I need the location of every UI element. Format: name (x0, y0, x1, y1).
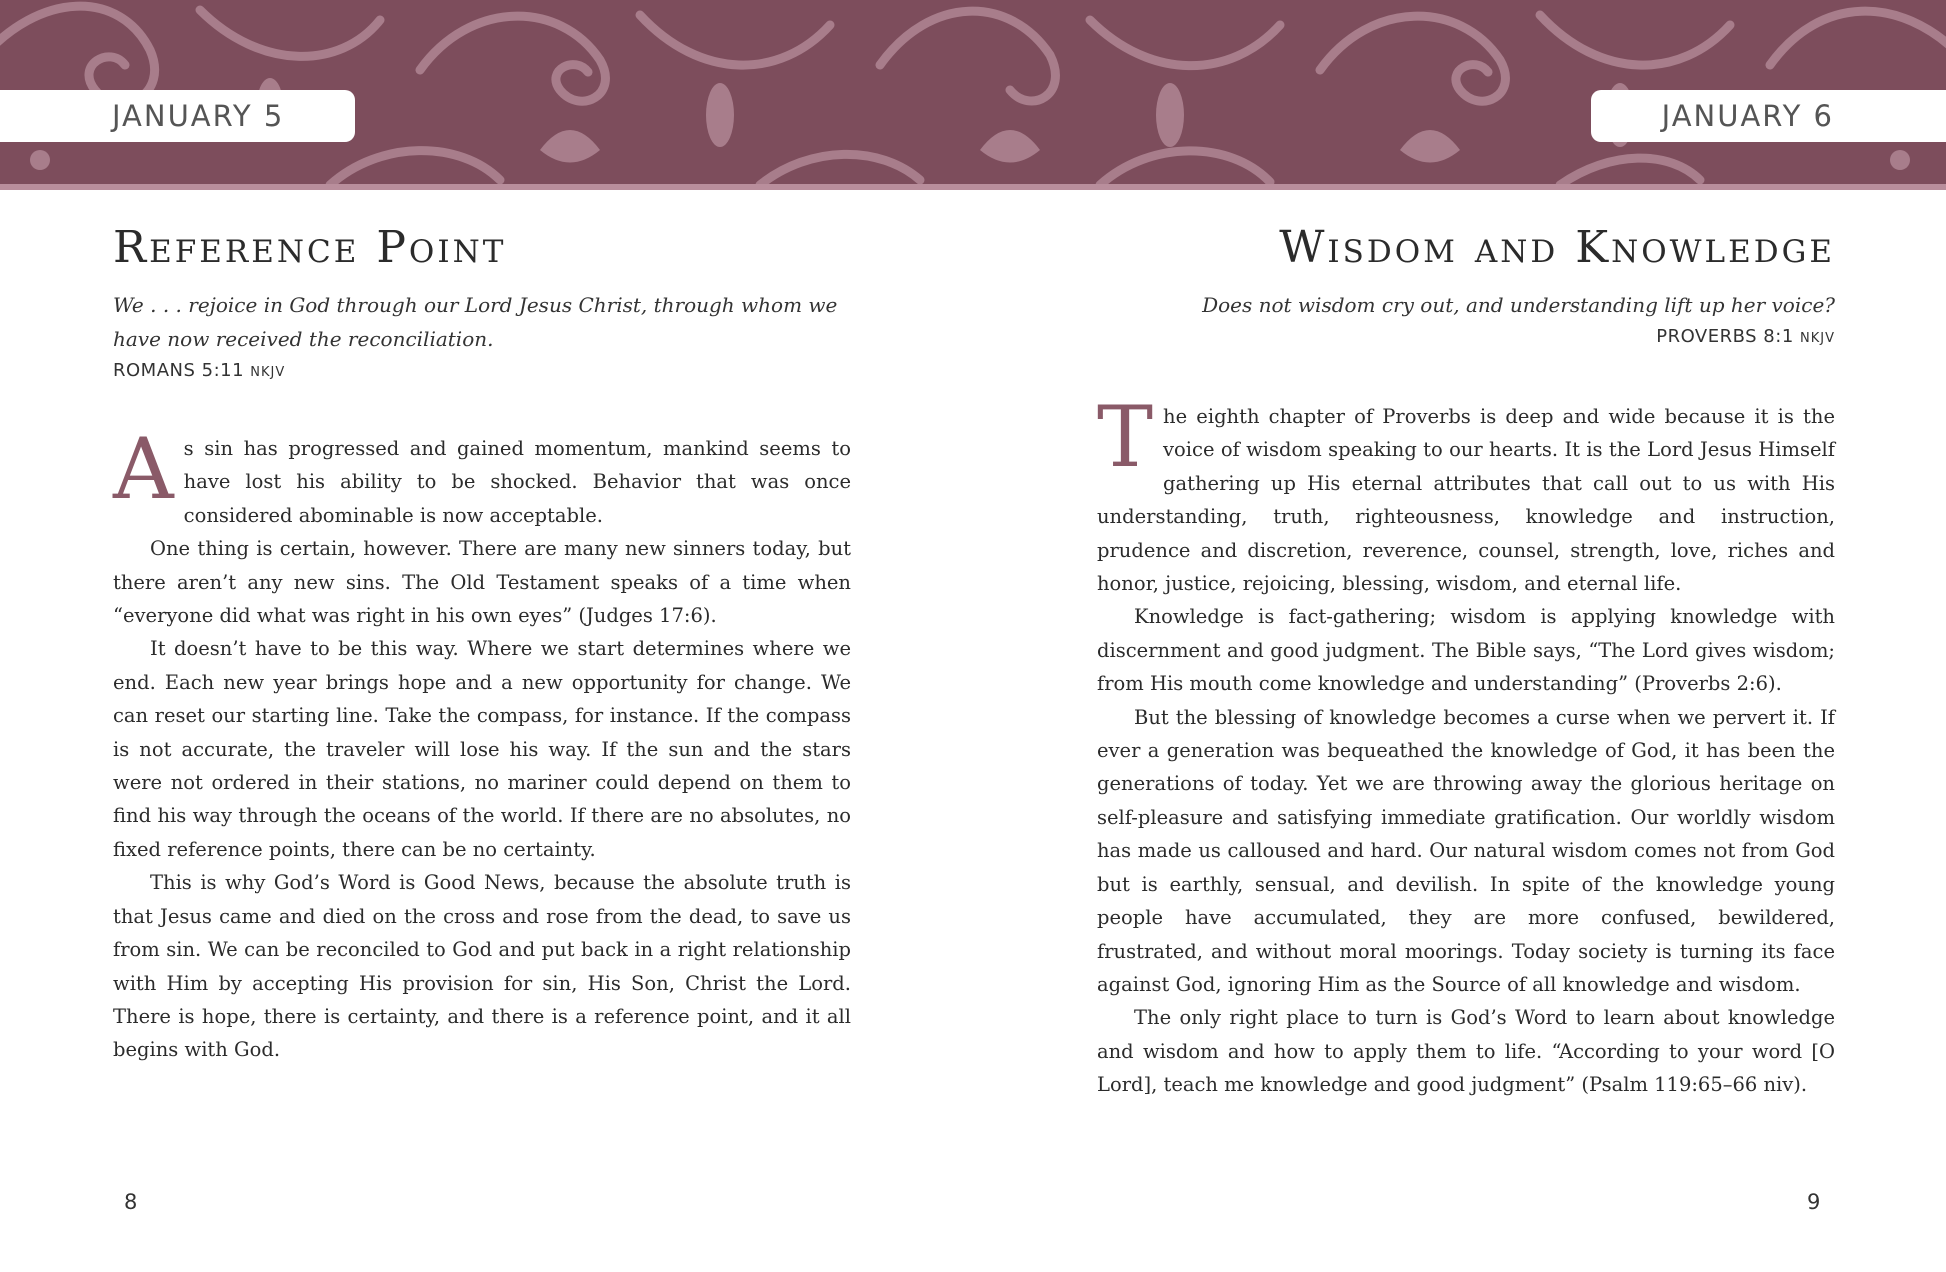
date-label-left: JANUARY 5 (0, 90, 355, 142)
paragraph (1097, 388, 1835, 600)
paragraph-text: s sin has progressed and gained momentum, mankind seems to have lost his ability to be shocked. Behavior that was once considered abominable is now acceptable. (183, 437, 851, 527)
paragraph-text: he eighth chapter of Proverbs is deep and wide because it is the voice of wisdom speaking to our hearts. It is the Lord Jesus Himself gathering up His eternal attributes that call out to us with His understanding, truth, righteousness, knowledge and instruction, prudence and discretion, reverence, counsel, strength, love, riches and honor, justice, rejoicing, blessing, wisdom, and eternal life. (1097, 405, 1835, 596)
reference-text: ROMANS 5:11 (113, 360, 245, 381)
paragraph: It doesn’t have to be this way. Where we start determines where we end. Each new year brings hope and a new opportunity for change. We can reset our starting line. Take the compass, for instance. If the compass is not accurate, the traveler will lose his way. If the sun and the stars were not ordered in their stations, no mariner could depend on them to find his way through the oceans of the world. If there are no absolutes, no fixed reference points, there can be no certainty. (113, 637, 851, 861)
verse-text: Does not wisdom cry out, and understanding lift up her voice? (1202, 293, 1835, 317)
paragraph: One thing is certain, however. There are many new sinners today, but there aren’t any new sins. The Old Testament speaks of a time when “everyone did what was right in his own eyes” (Judges 17:6). (113, 537, 851, 628)
version-label: NKJV (1800, 331, 1835, 346)
reference-text: PROVERBS 8:1 (1656, 326, 1794, 347)
banner-divider (0, 184, 1946, 190)
right-page (1097, 220, 1835, 1097)
version-label: NKJV (250, 365, 286, 380)
verse-text: We . . . rejoice in God through our Lord Jesus Christ, through whom we have now received the reconciliation. (113, 293, 838, 351)
verse-reference (113, 356, 851, 388)
page-title: Reference Point (113, 222, 507, 273)
drop-cap: A (113, 420, 174, 518)
devotional-body (113, 420, 851, 1067)
paragraph: But the blessing of knowledge becomes a curse when we pervert it. If ever a generation was bequeathed the knowledge of God, it has been the generations of today. Yet we are throwing away the glorious heritage on self-pleasure and satisfying immediate gratification. Our worldly wisdom has made us calloused and hard. Our natural wisdom comes not from God but is earthly, sensual, and devilish. In spite of the knowledge young people have accumulated, they are more confused, bewildered, frustrated, and without moral moorings. Today society is turning its face against God, ignoring Him as the Source of all knowledge and wisdom. (1097, 705, 1835, 996)
left-page (113, 220, 851, 1062)
verse-reference (1097, 322, 1835, 354)
paragraph: This is why God’s Word is Good News, because the absolute truth is that Jesus came and died on the cross and rose from the dead, to save us from sin. We can be reconciled to God and put back in a right relationship with Him by accepting His provision for sin, His Son, Christ the Lord. There is hope, there is certainty, and there is a reference point, and it all begins with God. (113, 871, 851, 1062)
date-label-right: JANUARY 6 (1591, 90, 1946, 142)
page-title: Wisdom and Knowledge (1279, 222, 1835, 273)
page-number-left: 8 (124, 1190, 138, 1214)
paragraph: The only right place to turn is God’s Word to learn about knowledge and wisdom and how to apply them to life. “According to your word [O Lord], teach me knowledge and good judgment” (Psalm 119:65–66 niv). (1097, 1006, 1835, 1097)
paragraph: Knowledge is fact-gathering; wisdom is applying knowledge with discernment and good judgment. The Bible says, “The Lord gives wisdom; from His mouth come knowledge and understanding” (Proverbs 2:6). (1097, 605, 1835, 696)
paragraph (113, 420, 851, 532)
page-number-right: 9 (1807, 1190, 1821, 1214)
drop-cap: T (1097, 388, 1154, 486)
devotional-body (1097, 388, 1835, 1102)
